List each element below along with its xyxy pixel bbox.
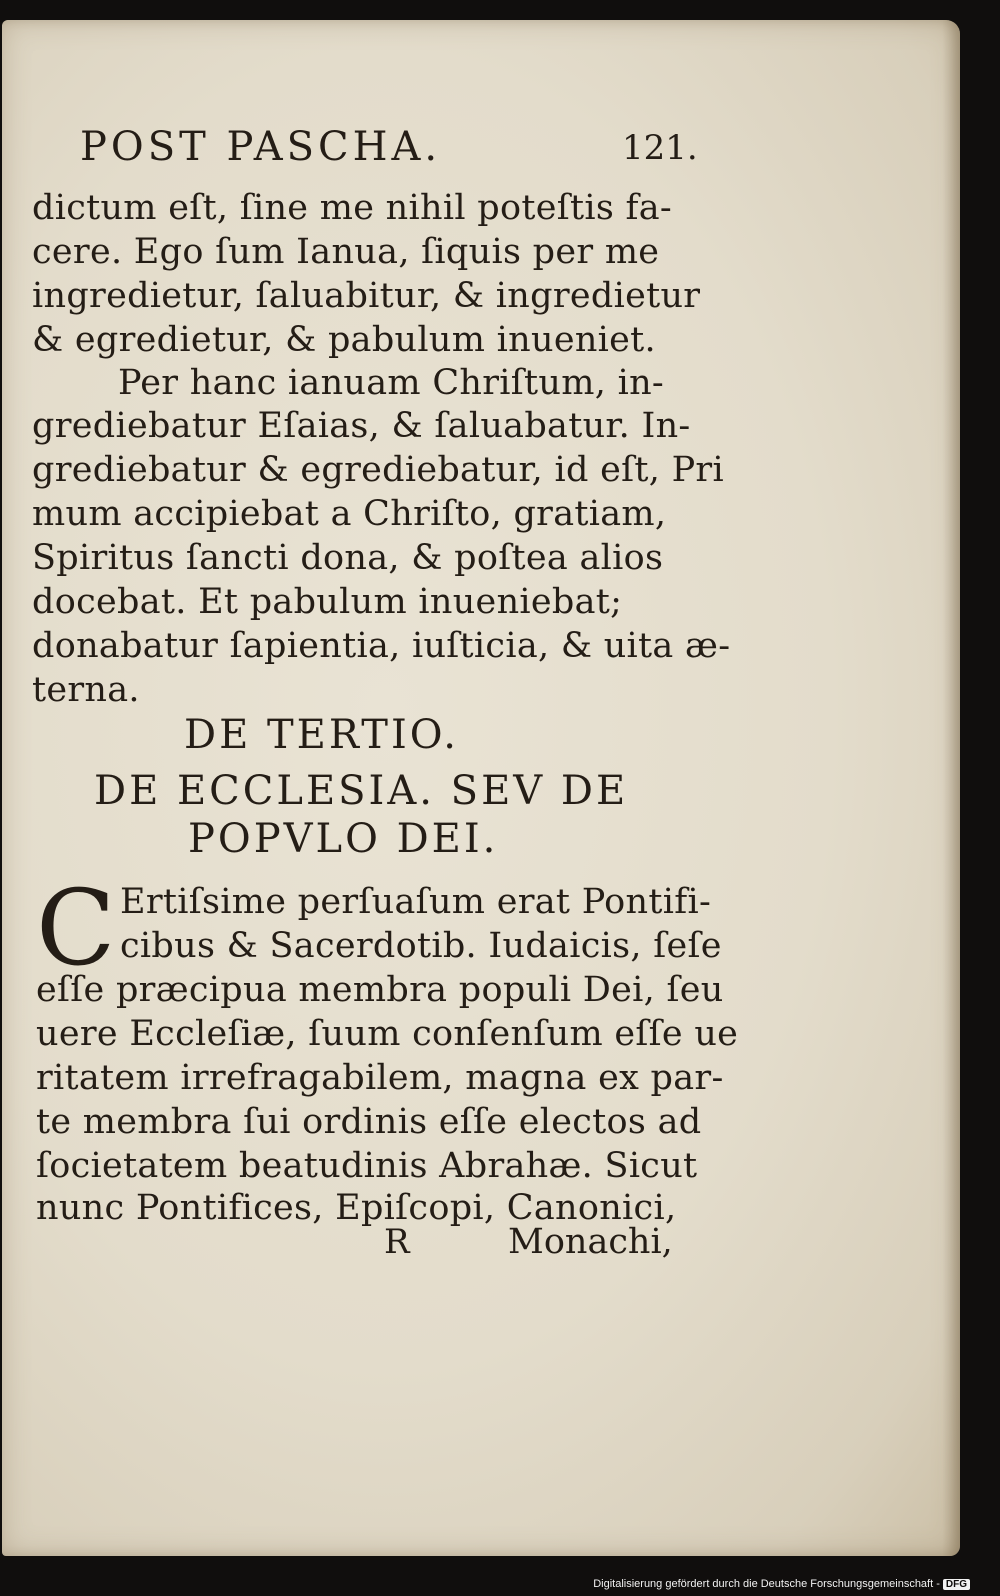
text-line: eſſe præcipua membra populi Dei, ſeu: [36, 970, 724, 1010]
section-heading: POPVLO DEI.: [188, 816, 499, 862]
drop-capital: C: [36, 867, 116, 989]
signature-mark: R: [384, 1222, 410, 1262]
dfg-logo-badge: DFG: [943, 1579, 970, 1590]
text-line: nunc Pontifices, Epiſcopi, Canonici,: [36, 1188, 677, 1228]
catchword: Monachi,: [508, 1222, 673, 1262]
digitization-credit: [593, 1578, 970, 1590]
text-line: grediebatur Eſaias, & ſaluabatur. In-: [32, 406, 691, 446]
text-line: mum accipiebat a Chriſto, gratiam,: [32, 494, 667, 534]
section-heading: DE TERTIO.: [184, 712, 459, 758]
text-line: cibus & Sacerdotib. Iudaicis, ſeſe: [120, 926, 722, 966]
text-line: ingredietur, ſaluabitur, & ingredietur: [32, 276, 701, 316]
text-line: donabatur ſapientia, iuſticia, & uita æ-: [32, 626, 731, 666]
text-line: dictum eſt, ſine me nihil poteſtis fa-: [32, 188, 673, 228]
text-line: ſocietatem beatudinis Abrahæ. Sicut: [36, 1146, 698, 1186]
text-line: docebat. Et pabulum inueniebat;: [32, 582, 623, 622]
text-line: ritatem irrefragabilem, magna ex par-: [36, 1058, 724, 1098]
text-line: Ertiſsime perſuaſum erat Pontifi-: [120, 882, 712, 922]
book-page: [2, 20, 960, 1556]
text-line: cere. Ego ſum Ianua, ſiquis per me: [32, 232, 660, 272]
running-title: POST PASCHA.: [80, 124, 442, 170]
credit-text: Digitalisierung gefördert durch die Deutsche Forschungsgemeinschaft -: [593, 1578, 940, 1590]
text-line: terna.: [32, 670, 140, 710]
text-line: & egredietur, & pabulum inueniet.: [32, 320, 656, 360]
text-line: grediebatur & egrediebatur, id eſt, Pri: [32, 450, 724, 490]
text-line: te membra ſui ordinis eſſe electos ad: [36, 1102, 702, 1142]
text-line: uere Eccleſiæ, ſuum conſenſum eſſe ue: [36, 1014, 739, 1054]
page-number: 121.: [622, 128, 698, 168]
section-heading: DE ECCLESIA. SEV DE: [94, 768, 629, 814]
text-line: Per hanc ianuam Chriſtum, in-: [118, 363, 665, 403]
text-line: Spiritus ſancti dona, & poſtea alios: [32, 538, 664, 578]
